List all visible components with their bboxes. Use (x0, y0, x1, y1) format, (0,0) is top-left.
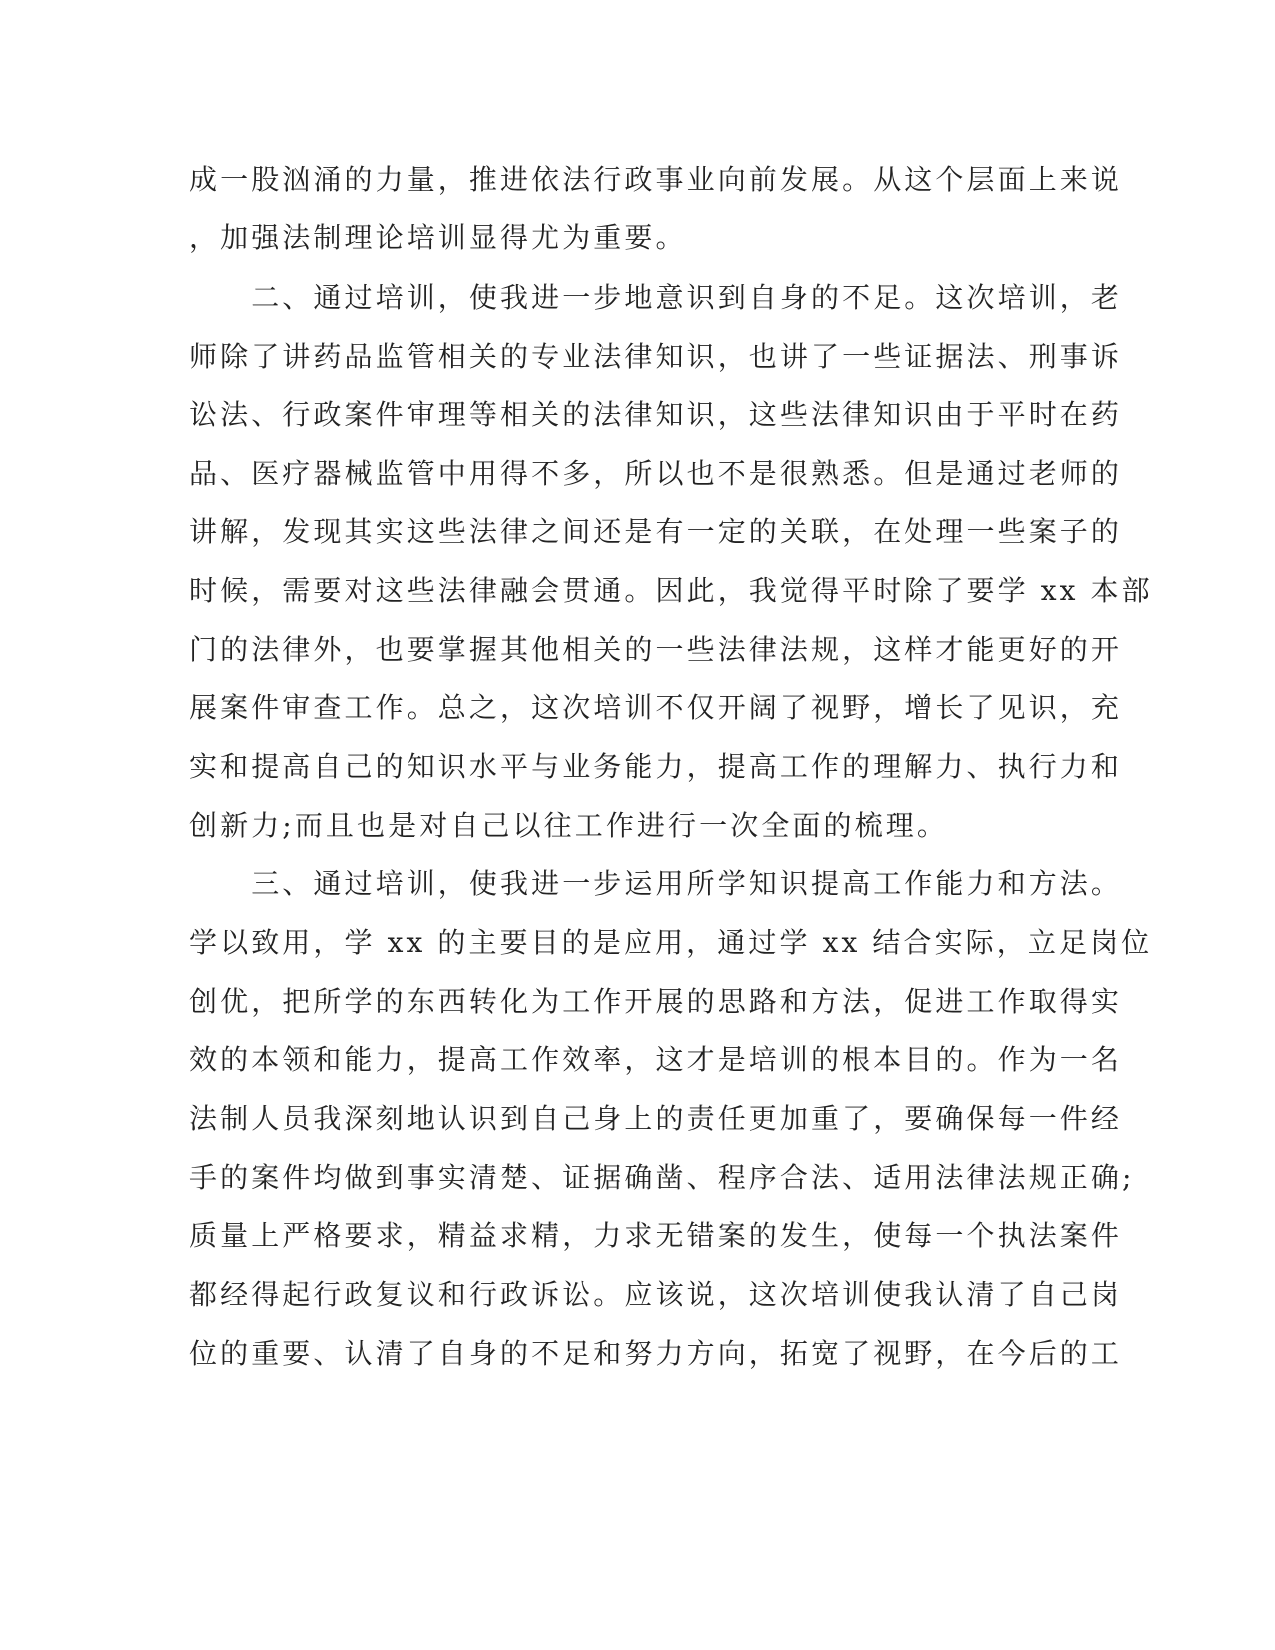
text-line: 讼法、行政案件审理等相关的法律知识，这些法律知识由于平时在药 (189, 398, 1123, 431)
text-line: 效的本领和能力，提高工作效率，这才是培训的根本目的。作为一名 (189, 1043, 1123, 1076)
text-line: 时候，需要对这些法律融会贯通。因此，我觉得平时除了要学 xx 本部 (189, 574, 1153, 607)
text-line: 成一股汹涌的力量，推进依法行政事业向前发展。从这个层面上来说 (189, 163, 1123, 196)
text-line: 三、通过培训，使我进一步运用所学知识提高工作能力和方法。 (189, 867, 1123, 900)
text-line: 实和提高自己的知识水平与业务能力，提高工作的理解力、执行力和 (189, 750, 1123, 783)
text-line: 门的法律外，也要掌握其他相关的一些法律法规，这样才能更好的开 (189, 633, 1123, 666)
text-line: 品、医疗器械监管中用得不多，所以也不是很熟悉。但是通过老师的 (189, 457, 1123, 490)
text-line: 二、通过培训，使我进一步地意识到自身的不足。这次培训，老 (189, 281, 1123, 314)
text-line: 展案件审查工作。总之，这次培训不仅开阔了视野，增长了见识，充 (189, 691, 1123, 724)
text-line: 学以致用，学 xx 的主要目的是应用，通过学 xx 结合实际，立足岗位 (189, 926, 1153, 959)
text-line: ，加强法制理论培训显得尤为重要。 (189, 221, 687, 254)
text-line: 位的重要、认清了自身的不足和努力方向，拓宽了视野，在今后的工 (189, 1337, 1123, 1370)
text-line: 创优，把所学的东西转化为工作开展的思路和方法，促进工作取得实 (189, 985, 1123, 1018)
text-line: 手的案件均做到事实清楚、证据确凿、程序合法、适用法律法规正确; (189, 1161, 1135, 1194)
text-line: 法制人员我深刻地认识到自己身上的责任更加重了，要确保每一件经 (189, 1102, 1123, 1135)
text-line: 质量上严格要求，精益求精，力求无错案的发生，使每一个执法案件 (189, 1219, 1123, 1252)
text-line: 师除了讲药品监管相关的专业法律知识，也讲了一些证据法、刑事诉 (189, 340, 1123, 373)
text-line: 创新力;而且也是对自己以往工作进行一次全面的梳理。 (189, 809, 948, 842)
text-line: 都经得起行政复议和行政诉讼。应该说，这次培训使我认清了自己岗 (189, 1278, 1123, 1311)
text-line: 讲解，发现其实这些法律之间还是有一定的关联，在处理一些案子的 (189, 515, 1123, 548)
